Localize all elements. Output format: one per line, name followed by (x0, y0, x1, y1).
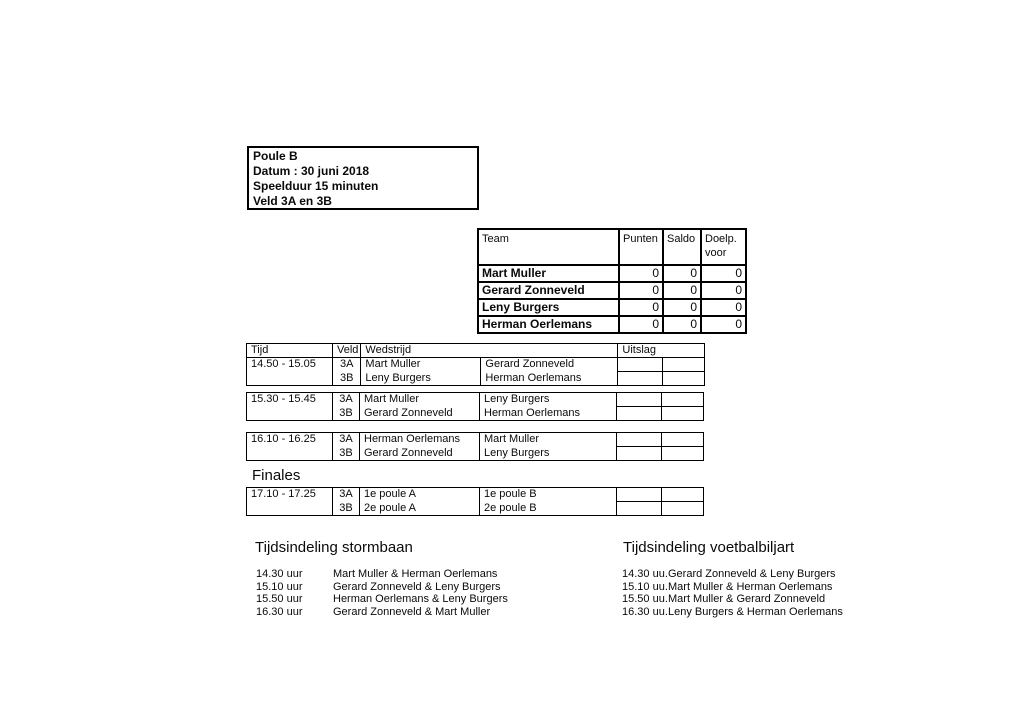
poule-duration: Speelduur 15 minuten (253, 179, 379, 193)
standings-header-punten: Punten (619, 229, 663, 265)
standings-header-row (478, 229, 746, 265)
slot-pair: Mart Muller & Herman Oerlemans (333, 568, 498, 580)
result-cell (617, 447, 662, 461)
punten-value: 0 (619, 299, 663, 316)
saldo-value: 0 (663, 265, 701, 282)
saldo-value: 0 (663, 316, 701, 333)
home-team: Mart Muller (361, 358, 481, 372)
field-label: 3B (333, 372, 361, 386)
slot-pair: Leny Burgers & Herman Oerlemans (668, 605, 843, 618)
slot-time: 14.30 uur (256, 568, 303, 580)
result-cell (618, 372, 663, 386)
field-label: 3B (333, 407, 360, 421)
standings-header-saldo: Saldo (663, 229, 701, 265)
home-team: Gerard Zonneveld (360, 407, 480, 421)
result-cell (662, 502, 704, 516)
standings-row (478, 265, 746, 282)
poule-date: Datum : 30 juni 2018 (253, 164, 370, 178)
slot-pair: Herman Oerlemans & Leny Burgers (333, 593, 508, 606)
match-row (247, 488, 704, 502)
standings-header-doelp-line1: Doelp. (705, 233, 737, 245)
stormbaan-heading: Tijdsindeling stormbaan (255, 539, 413, 556)
doelp-value: 0 (701, 265, 746, 282)
away-team: Mart Muller (480, 433, 617, 447)
team-name: Leny Burgers (478, 299, 619, 316)
punten-value: 0 (619, 265, 663, 282)
team-name: Gerard Zonneveld (478, 282, 619, 299)
home-team: Gerard Zonneveld (360, 447, 480, 461)
standings-header-doelp-line2: voor (705, 247, 727, 259)
field-label: 3A (333, 358, 361, 372)
doelp-value: 0 (701, 316, 746, 333)
standings-row (478, 316, 746, 333)
match-time: 14.50 - 15.05 (247, 358, 333, 386)
home-team: Leny Burgers (361, 372, 481, 386)
home-team: 1e poule A (360, 488, 480, 502)
field-label: 3B (333, 502, 360, 516)
slot-time: 15.10 uu. (622, 580, 668, 593)
team-name: Mart Muller (478, 265, 619, 282)
slot-time: 16.30 uur (256, 605, 303, 618)
poule-fields: Veld 3A en 3B (253, 194, 332, 208)
match-time: 15.30 - 15.45 (247, 393, 333, 421)
away-team: Leny Burgers (480, 393, 617, 407)
result-cell (618, 358, 663, 372)
poule-info-box (247, 146, 479, 210)
field-label: 3A (333, 488, 360, 502)
result-cell (663, 372, 705, 386)
standings-header-team: Team (478, 229, 619, 265)
home-team: Mart Muller (360, 393, 480, 407)
result-cell (662, 393, 704, 407)
match-time: 16.10 - 16.25 (247, 433, 333, 461)
home-team: 2e poule A (360, 502, 480, 516)
list-item (622, 581, 843, 594)
list-item (622, 568, 843, 581)
match-row (247, 433, 704, 447)
field-label: 3B (333, 447, 360, 461)
result-cell (617, 393, 662, 407)
list-item (256, 568, 508, 581)
away-team: Leny Burgers (480, 447, 617, 461)
away-team: Gerard Zonneveld (481, 358, 618, 372)
list-item (256, 606, 508, 619)
result-cell (662, 433, 704, 447)
result-cell (662, 488, 704, 502)
match-row (247, 393, 704, 407)
slot-pair: Gerard Zonneveld & Leny Burgers (668, 568, 836, 580)
away-team: Herman Oerlemans (481, 372, 618, 386)
schedule-table-round-2 (246, 392, 704, 421)
slot-time: 15.50 uu. (622, 593, 668, 606)
away-team: Herman Oerlemans (480, 407, 617, 421)
result-cell (662, 407, 704, 421)
result-cell (663, 358, 705, 372)
slot-time: 16.30 uu. (622, 605, 668, 618)
field-label: 3A (333, 393, 360, 407)
list-item (256, 593, 508, 606)
schedule-table-round-1 (246, 343, 705, 386)
standings-row (478, 299, 746, 316)
doelp-value: 0 (701, 299, 746, 316)
away-team: 1e poule B (480, 488, 617, 502)
list-item (622, 606, 843, 619)
slot-pair: Gerard Zonneveld & Leny Burgers (333, 580, 501, 593)
slot-time: 15.10 uur (256, 580, 303, 593)
away-team: 2e poule B (480, 502, 617, 516)
slot-time: 14.30 uu. (622, 568, 668, 580)
saldo-value: 0 (663, 282, 701, 299)
header-tijd: Tijd (247, 344, 333, 358)
stormbaan-list (256, 568, 508, 618)
slot-pair: Gerard Zonneveld & Mart Muller (333, 605, 491, 618)
result-cell (617, 502, 662, 516)
match-time: 17.10 - 17.25 (247, 488, 333, 516)
list-item (622, 593, 843, 606)
voetbalbiljart-list (622, 568, 843, 618)
slot-time: 15.50 uur (256, 593, 303, 606)
standings-table (477, 228, 747, 334)
schedule-table-finales (246, 487, 704, 516)
header-veld: Veld (333, 344, 361, 358)
result-cell (617, 407, 662, 421)
saldo-value: 0 (663, 299, 701, 316)
list-item (256, 581, 508, 594)
schedule-table-round-3 (246, 432, 704, 461)
result-cell (662, 447, 704, 461)
voetbalbiljart-heading: Tijdsindeling voetbalbiljart (623, 539, 795, 556)
standings-row (478, 282, 746, 299)
standings-header-doelp (701, 229, 746, 265)
match-row (247, 358, 705, 372)
punten-value: 0 (619, 282, 663, 299)
result-cell (617, 488, 662, 502)
slot-pair: Mart Muller & Herman Oerlemans (668, 580, 833, 593)
doelp-value: 0 (701, 282, 746, 299)
slot-pair: Mart Muller & Gerard Zonneveld (668, 593, 826, 606)
poule-name: Poule B (253, 149, 298, 163)
field-label: 3A (333, 433, 360, 447)
punten-value: 0 (619, 316, 663, 333)
schedule-header-row (247, 344, 705, 358)
header-uitslag: Uitslag (618, 344, 705, 358)
header-wedstrijd: Wedstrijd (361, 344, 618, 358)
team-name: Herman Oerlemans (478, 316, 619, 333)
result-cell (617, 433, 662, 447)
home-team: Herman Oerlemans (360, 433, 480, 447)
finales-heading: Finales (252, 467, 301, 484)
